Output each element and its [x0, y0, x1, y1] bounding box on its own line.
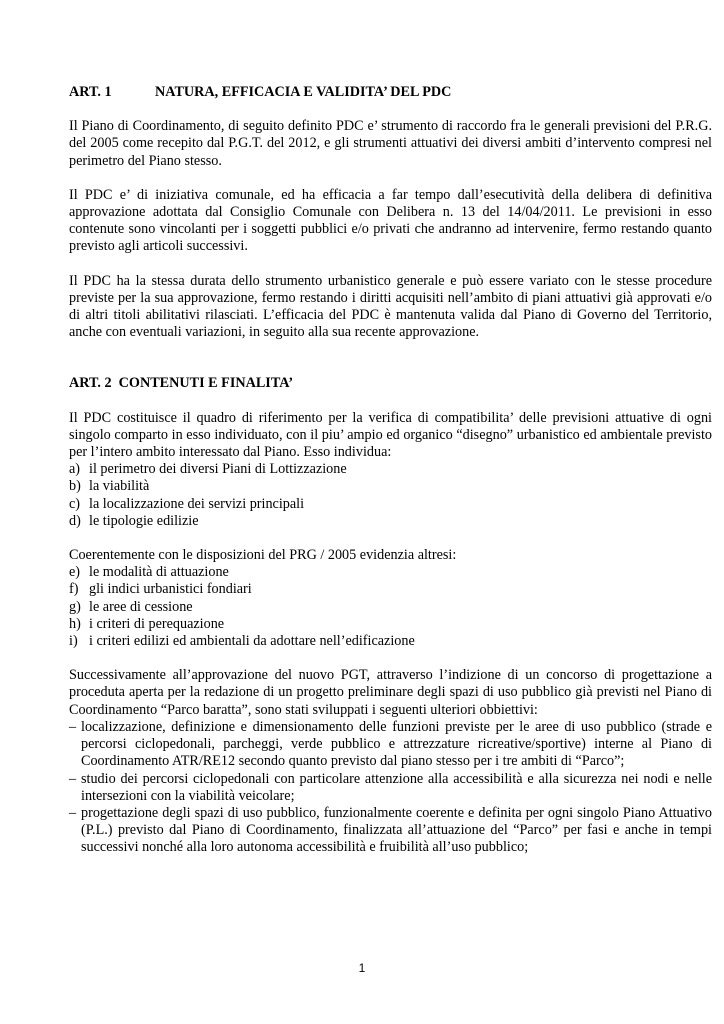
list-item: c) la localizzazione dei servizi principali: [69, 495, 305, 512]
art2-heading: ART. 2 CONTENUTI E FINALITA’: [69, 375, 294, 392]
art2-intro: Il PDC costituisce il quadro di riferimento per la verifica di compatibilita’ delle previsioni attuative di ogni singolo comparto in esso individuato, con il piu’ ampio ed organico “disegno” urbanistico ed ambientale previsto per l’intero ambito interessato dal Piano. Esso individua:: [69, 409, 712, 461]
page-number: 1: [358, 961, 366, 975]
document-body: [69, 84, 712, 857]
list-item: i) i criteri edilizi ed ambientali da adottare nell’edificazione: [69, 633, 415, 650]
art1-paragraph-3: Il PDC ha la stessa durata dello strumento urbanistico generale e può essere variato con le stesse procedure previste per la sua approvazione, fermo restando i diritti acquisiti nell’ambito di piani attuativi già approvati e/o di altri titoli abilitativi rilasciati. L’efficacia del PDC è mantenuta valida dal Piano di Governo del Territorio, anche con eventuali variazioni, in seguito alla sua recente approvazione.: [69, 272, 712, 341]
art2-list-1: [69, 461, 712, 530]
list-item: f) gli indici urbanistici fondiari: [69, 581, 252, 598]
art2-intro-2: Coerentemente con le disposizioni del PRG / 2005 evidenzia altresi:: [69, 547, 457, 564]
art1-title: NATURA, EFFICACIA E VALIDITA’ DEL PDC: [155, 84, 452, 100]
list-item: g) le aree di cessione: [69, 598, 193, 615]
list-item: h) i criteri di perequazione: [69, 615, 225, 632]
art1-number: ART. 1: [69, 84, 112, 100]
art2-list-3: [69, 719, 712, 857]
list-item: a) il perimetro dei diversi Piani di Lottizzazione: [69, 461, 347, 478]
art1-paragraph-1: Il Piano di Coordinamento, di seguito definito PDC e’ strumento di raccordo fra le generali previsioni del P.R.G. del 2005 come recepito dal P.G.T. del 2012, e gli strumenti attuativi dei diversi ambiti d’intervento compresi nel perimetro del Piano stesso.: [69, 118, 712, 169]
list-item: – studio dei percorsi ciclopedonali con particolare attenzione alla accessibilità e alla sicurezza nei nodi e nelle intersezioni con la viabilità veicolare;: [69, 770, 712, 804]
list-item: – progettazione degli spazi di uso pubblico, funzionalmente coerente e definita per ogni singolo Piano Attuativo (P.L.) previsto dal Piano di Coordinamento, finalizzata all’attuazione del “Parco” per fasi e anche in tempi successivi nonché alla loro autonoma accessibilità e fruibilità all’uso pubblico;: [69, 804, 712, 856]
list-item: b) la viabilità: [69, 478, 150, 495]
art1-paragraph-2: Il PDC e’ di iniziativa comunale, ed ha efficacia a far tempo dall’esecutività della delibera di definitiva approvazione adottata dal Consiglio Comunale con Delibera n. 13 del 14/04/2011. Le previsioni in esso contenute sono vincolanti per i soggetti pubblici e/o privati che andranno ad intervenire, fermo restando quanto previsto agli articoli successivi.: [69, 186, 712, 255]
art1-heading: [69, 84, 712, 101]
list-item: d) le tipologie edilizie: [69, 512, 199, 529]
art2-intro-3: Successivamente all’approvazione del nuovo PGT, attraverso l’indizione di un concorso di progettazione a proceduta aperta per la redazione di un progetto preliminare degli spazi di uso pubblico già previsti nel Piano di Coordinamento “Parco baratta”, sono stati sviluppati i seguenti ulteriori obbiettivi:: [69, 667, 712, 718]
list-item: e) le modalità di attuazione: [69, 564, 229, 581]
list-item: – localizzazione, definizione e dimensionamento delle funzioni previste per le aree di uso pubblico (strade e percorsi ciclopedonali, parcheggi, verde pubblico e attrezzature ricreative/sportive) interne al Piano di Coordinamento ATR/RE12 secondo quanto previsto dal piano stesso per i tre ambiti di “Parco”;: [69, 718, 712, 770]
art2-list-2: [69, 564, 712, 650]
